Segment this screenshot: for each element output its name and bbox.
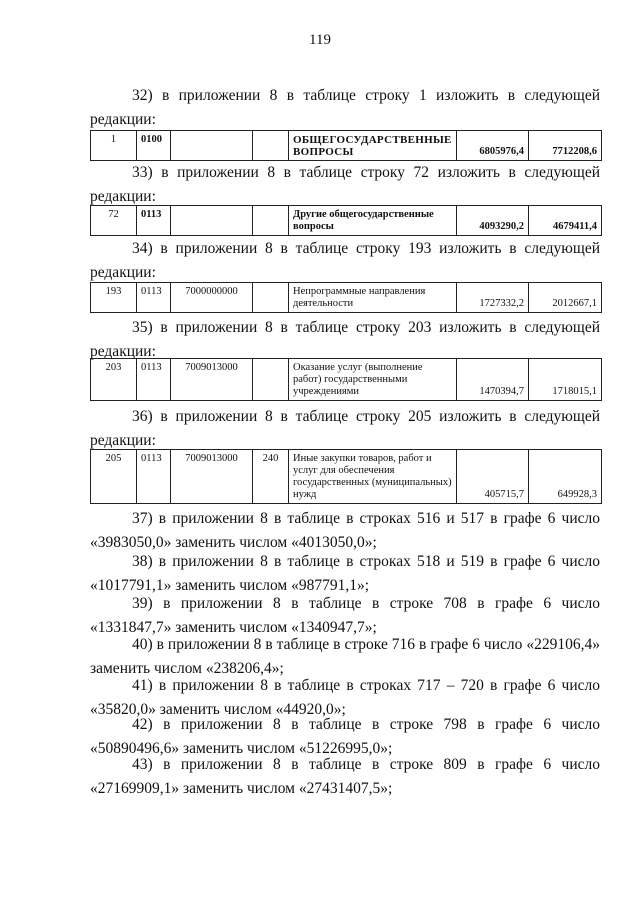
row-number: 72 — [91, 206, 137, 236]
table-row-193 — [90, 282, 602, 313]
table-row-205 — [90, 449, 602, 504]
expense-type: 240 — [253, 450, 289, 504]
expense-type — [253, 283, 289, 313]
target-code: 7000000000 — [171, 283, 253, 313]
target-code — [171, 131, 253, 161]
paragraph-35: 35) в приложении 8 в таблице строку 203 изложить в следующей редакции: — [90, 319, 600, 360]
value-1: 405715,7 — [457, 450, 529, 504]
row-number: 203 — [91, 359, 137, 401]
value-2: 4679411,4 — [529, 206, 602, 236]
paragraph-37: 37) в приложении 8 в таблице в строках 516 и 517 в графе 6 число «3983050,0» заменить числом «4013050,0»; — [90, 510, 600, 551]
value-2: 649928,3 — [529, 450, 602, 504]
table-row-203 — [90, 358, 602, 401]
row-name: Оказание услуг (выполнение работ) государственными учреждениями — [289, 359, 457, 401]
row-number: 193 — [91, 283, 137, 313]
value-1: 6805976,4 — [457, 131, 529, 161]
page-number: 119 — [309, 32, 331, 48]
paragraph-33: 33) в приложении 8 в таблице строку 72 изложить в следующей редакции: — [90, 164, 600, 205]
target-code — [171, 206, 253, 236]
section-code: 0113 — [137, 206, 171, 236]
value-2: 1718015,1 — [529, 359, 602, 401]
row-name: ОБЩЕГОСУДАРСТВЕННЫЕ ВОПРОСЫ — [289, 131, 457, 161]
table-row-1 — [90, 130, 602, 161]
section-code: 0113 — [137, 450, 171, 504]
target-code: 7009013000 — [171, 359, 253, 401]
expense-type — [253, 206, 289, 236]
paragraph-40: 40) в приложении 8 в таблице в строке 716 в графе 6 число «229106,4» заменить числом «238206,4»; — [90, 636, 600, 677]
expense-type — [253, 359, 289, 401]
section-code: 0100 — [137, 131, 171, 161]
target-code: 7009013000 — [171, 450, 253, 504]
paragraph-32: 32) в приложении 8 в таблице строку 1 изложить в следующей редакции: — [90, 87, 600, 128]
value-1: 1727332,2 — [457, 283, 529, 313]
row-name: Иные закупки товаров, работ и услуг для обеспечения государственных (муниципальных) нужд — [289, 450, 457, 504]
paragraph-42: 42) в приложении 8 в таблице в строке 798 в графе 6 число «50890496,6» заменить числом «51226995,0»; — [90, 716, 600, 757]
value-1: 1470394,7 — [457, 359, 529, 401]
value-1: 4093290,2 — [457, 206, 529, 236]
table-row-72 — [90, 205, 602, 236]
row-name: Непрограммные направления деятельности — [289, 283, 457, 313]
paragraph-36: 36) в приложении 8 в таблице строку 205 изложить в следующей редакции: — [90, 408, 600, 449]
row-number: 205 — [91, 450, 137, 504]
paragraph-38: 38) в приложении 8 в таблице в строках 518 и 519 в графе 6 число «1017791,1» заменить числом «987791,1»; — [90, 553, 600, 594]
value-2: 7712208,6 — [529, 131, 602, 161]
expense-type — [253, 131, 289, 161]
value-2: 2012667,1 — [529, 283, 602, 313]
paragraph-41: 41) в приложении 8 в таблице в строках 717 – 720 в графе 6 число «35820,0» заменить числом «44920,0»; — [90, 677, 600, 718]
section-code: 0113 — [137, 359, 171, 401]
row-name: Другие общегосударственные вопросы — [289, 206, 457, 236]
paragraph-34: 34) в приложении 8 в таблице строку 193 изложить в следующей редакции: — [90, 240, 600, 281]
section-code: 0113 — [137, 283, 171, 313]
paragraph-43: 43) в приложении 8 в таблице в строке 809 в графе 6 число «27169909,1» заменить числом «27431407,5»; — [90, 756, 600, 797]
row-number: 1 — [91, 131, 137, 161]
paragraph-39: 39) в приложении 8 в таблице в строке 708 в графе 6 число «1331847,7» заменить числом «1340947,7»; — [90, 595, 600, 636]
